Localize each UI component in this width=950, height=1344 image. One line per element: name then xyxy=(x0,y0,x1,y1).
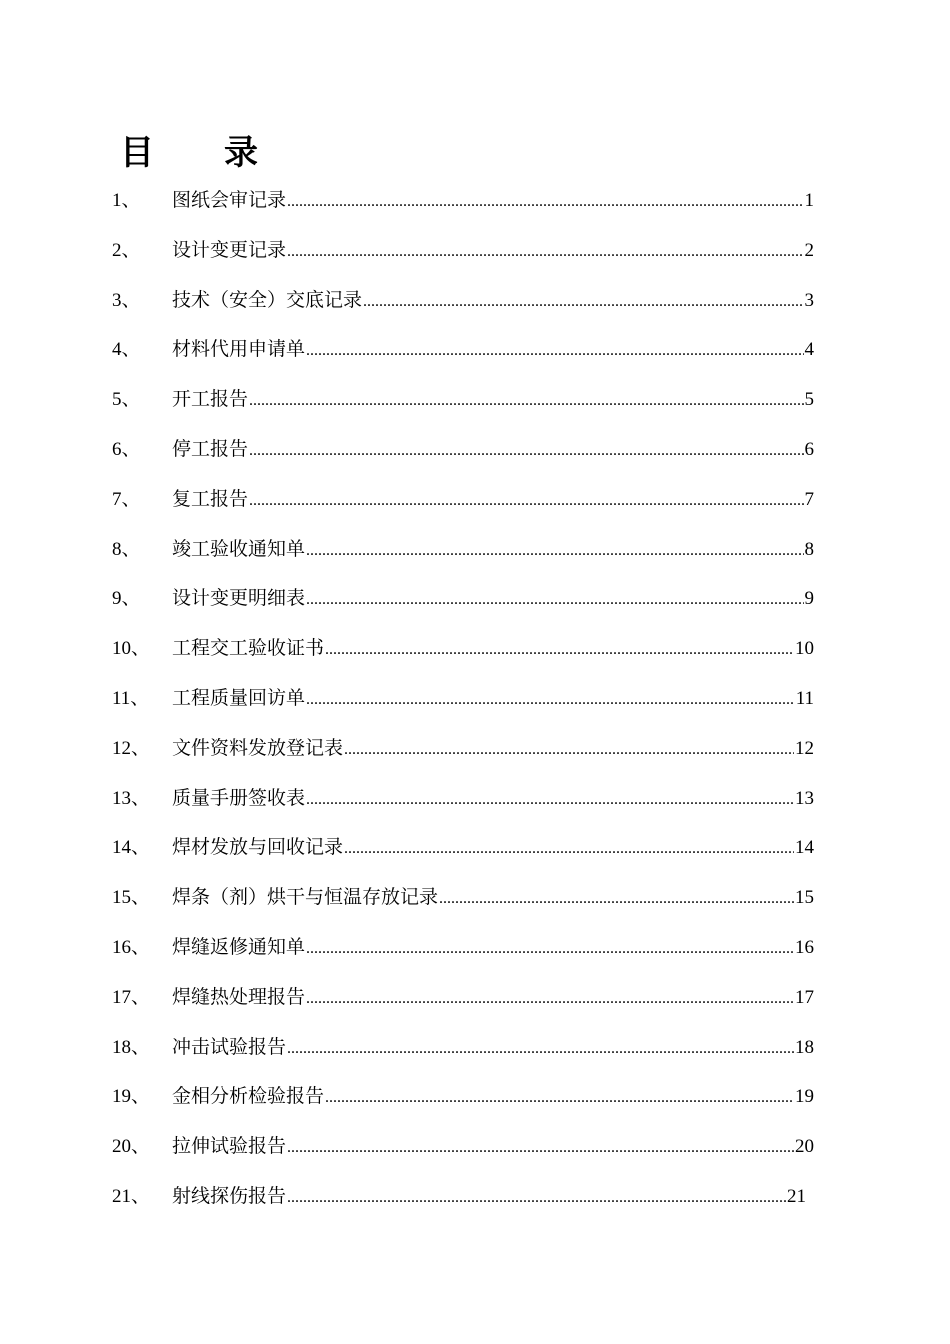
toc-dot-leader xyxy=(306,575,803,625)
toc-dot-leader xyxy=(439,874,794,924)
toc-entry-page: 21 xyxy=(787,1185,806,1207)
toc-entry-page: 17 xyxy=(795,986,814,1008)
toc-entry-page: 9 xyxy=(804,588,814,610)
toc-entry[interactable] xyxy=(112,276,814,326)
toc-entry-number: 20、 xyxy=(112,1136,151,1158)
toc-entry[interactable] xyxy=(112,823,814,873)
toc-entry-label: 焊条（剂）烘干与恒温存放记录 xyxy=(172,886,439,909)
toc-entry-number: 3、 xyxy=(112,289,141,311)
toc-entry-page: 15 xyxy=(795,887,814,909)
toc-entry-label: 材料代用申请单 xyxy=(172,338,306,361)
toc-entry-label: 竣工验收通知单 xyxy=(172,537,306,560)
toc-dot-leader xyxy=(325,1073,794,1123)
title-char-2: 录 xyxy=(224,133,258,173)
toc-entry-number: 8、 xyxy=(112,538,141,560)
toc-dot-leader xyxy=(306,974,794,1024)
toc-entry-number: 9、 xyxy=(112,588,141,610)
toc-entry-label: 复工报告 xyxy=(172,487,249,510)
toc-entry-page: 1 xyxy=(804,190,814,211)
toc-entry-page: 19 xyxy=(795,1086,814,1108)
toc-dot-leader xyxy=(287,177,803,227)
toc-entry-page: 2 xyxy=(804,239,814,261)
toc-entry-label: 射线探伤报告 xyxy=(172,1184,287,1207)
toc-entry-number: 10、 xyxy=(112,638,151,660)
toc-entry-label: 质量手册签收表 xyxy=(172,786,306,809)
toc-entry[interactable] xyxy=(112,525,814,575)
toc-entry[interactable] xyxy=(112,226,814,276)
toc-entry-page: 18 xyxy=(795,1036,814,1058)
toc-entry-label: 设计变更记录 xyxy=(172,238,287,261)
toc-entry[interactable] xyxy=(112,1122,814,1172)
toc-entry-number: 16、 xyxy=(112,936,151,958)
toc-entry-number: 14、 xyxy=(112,837,151,859)
toc-entry-label: 工程交工验收证书 xyxy=(172,637,325,660)
toc-entry-number: 4、 xyxy=(112,339,141,361)
toc-entry-page: 7 xyxy=(804,488,814,510)
toc-dot-leader xyxy=(287,227,803,277)
toc-entry[interactable] xyxy=(112,1023,814,1073)
toc-entry-page: 13 xyxy=(795,787,814,809)
toc-entry-label: 焊材发放与回收记录 xyxy=(172,836,344,859)
toc-entry[interactable] xyxy=(112,325,814,375)
toc-entry-number: 7、 xyxy=(112,488,141,510)
toc-entry-number: 13、 xyxy=(112,787,151,809)
toc-entry-page: 4 xyxy=(804,339,814,361)
toc-entry-number: 18、 xyxy=(112,1036,151,1058)
toc-entry-page: 14 xyxy=(795,837,814,859)
toc-entry-label: 文件资料发放登记表 xyxy=(172,736,344,759)
toc-entry-label: 工程质量回访单 xyxy=(172,686,306,709)
toc-entry-label: 图纸会审记录 xyxy=(172,189,287,211)
toc-entry-page: 16 xyxy=(795,936,814,958)
toc-dot-leader xyxy=(306,675,795,725)
toc-entry[interactable] xyxy=(112,674,814,724)
toc-entry-number: 2、 xyxy=(112,239,141,261)
toc-entry-page: 10 xyxy=(795,638,814,660)
toc-entry-page: 3 xyxy=(804,289,814,311)
toc-dot-leader xyxy=(249,476,803,526)
toc-entry-number: 17、 xyxy=(112,986,151,1008)
toc-entry-label: 技术（安全）交底记录 xyxy=(172,288,363,311)
toc-entry-number: 6、 xyxy=(112,438,141,460)
toc-dot-leader xyxy=(287,1024,794,1074)
toc-dot-leader xyxy=(363,277,803,327)
toc-dot-leader xyxy=(249,426,803,476)
toc-entry[interactable] xyxy=(112,873,814,923)
toc-entry[interactable] xyxy=(112,624,814,674)
toc-dot-leader xyxy=(306,326,803,376)
toc-entry-label: 开工报告 xyxy=(172,388,249,411)
toc-dot-leader xyxy=(306,924,794,974)
toc-entry-label: 金相分析检验报告 xyxy=(172,1085,325,1108)
toc-entry[interactable] xyxy=(112,475,814,525)
toc-entry-label: 焊缝热处理报告 xyxy=(172,985,306,1008)
toc-entry[interactable] xyxy=(112,1072,814,1122)
toc-entry[interactable] xyxy=(112,724,814,774)
toc-entry-number: 21、 xyxy=(112,1185,151,1207)
table-of-contents xyxy=(112,176,814,1222)
page-title xyxy=(120,128,258,178)
toc-entry-label: 冲击试验报告 xyxy=(172,1035,287,1058)
toc-entry-label: 设计变更明细表 xyxy=(172,587,306,610)
toc-entry-number: 1、 xyxy=(112,190,141,211)
toc-dot-leader xyxy=(344,725,794,775)
toc-entry-page: 6 xyxy=(804,438,814,460)
toc-dot-leader xyxy=(249,376,803,426)
toc-entry[interactable] xyxy=(112,923,814,973)
toc-entry-number: 5、 xyxy=(112,389,141,411)
toc-entry[interactable] xyxy=(112,375,814,425)
toc-entry[interactable] xyxy=(112,574,814,624)
toc-dot-leader xyxy=(287,1123,794,1173)
toc-entry[interactable] xyxy=(112,774,814,824)
toc-entry-label: 停工报告 xyxy=(172,437,249,460)
toc-entry-page: 11 xyxy=(795,687,814,709)
toc-entry-number: 19、 xyxy=(112,1086,151,1108)
toc-entry-label: 焊缝返修通知单 xyxy=(172,935,306,958)
toc-dot-leader xyxy=(325,625,794,675)
toc-entry-number: 11、 xyxy=(112,687,150,709)
toc-entry[interactable] xyxy=(112,176,814,226)
toc-entry[interactable] xyxy=(112,973,814,1023)
toc-dot-leader xyxy=(306,775,794,825)
toc-entry-number: 12、 xyxy=(112,737,151,759)
toc-entry[interactable] xyxy=(112,425,814,475)
toc-entry[interactable] xyxy=(112,1172,806,1222)
title-char-1: 目 xyxy=(120,133,154,173)
toc-dot-leader xyxy=(344,824,794,874)
toc-dot-leader xyxy=(287,1173,786,1223)
toc-entry-page: 20 xyxy=(795,1136,814,1158)
toc-dot-leader xyxy=(306,526,803,576)
toc-entry-page: 5 xyxy=(804,389,814,411)
toc-entry-page: 12 xyxy=(795,737,814,759)
toc-entry-number: 15、 xyxy=(112,887,151,909)
toc-entry-label: 拉伸试验报告 xyxy=(172,1135,287,1158)
toc-entry-page: 8 xyxy=(804,538,814,560)
